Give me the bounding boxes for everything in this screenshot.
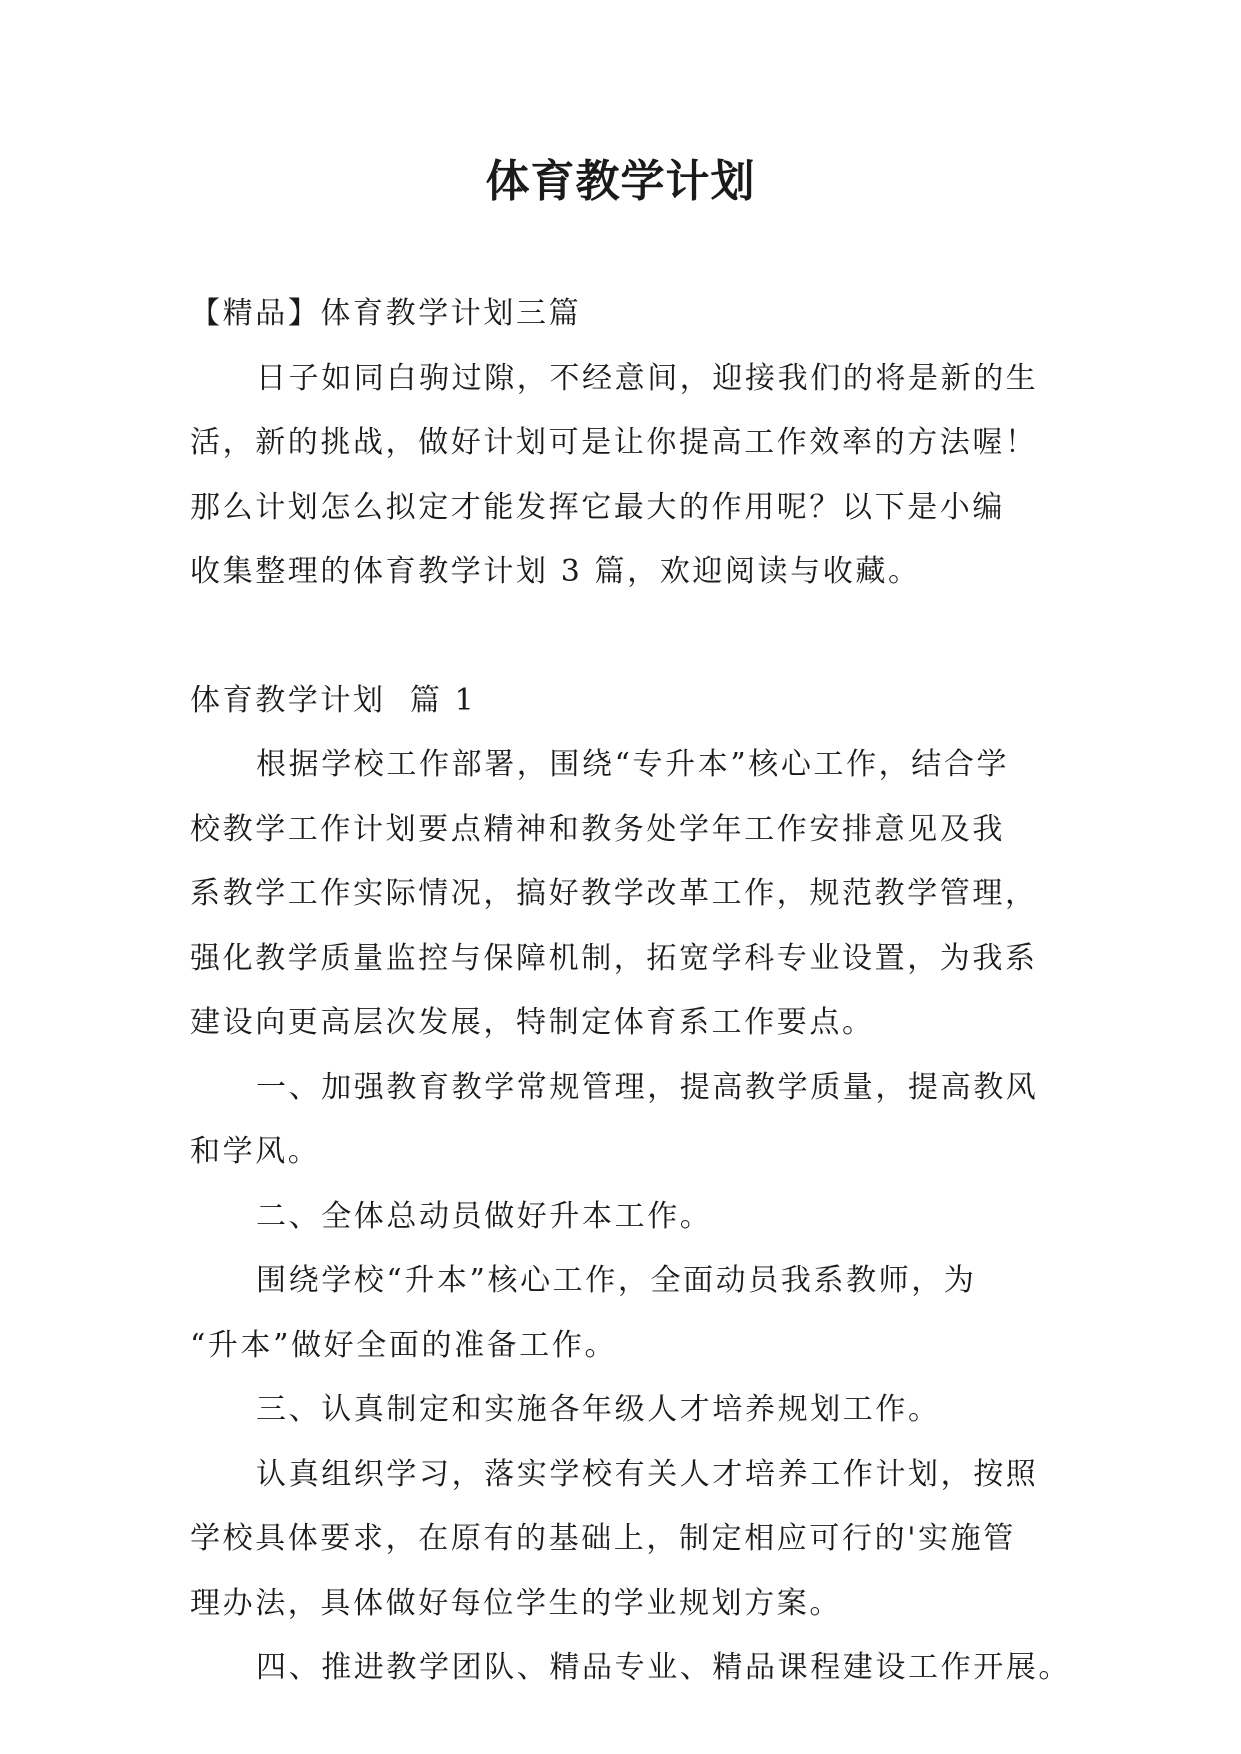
paragraph-line: 和学风。 <box>190 1134 321 1169</box>
paragraph-line: 围绕学校“升本”核心工作，全面动员我系教师，为 <box>256 1263 977 1298</box>
paragraph-line: 认真组织学习，落实学校有关人才培养工作计划，按照 <box>256 1456 1039 1492</box>
paragraph-line: 系教学工作实际情况，搞好教学改革工作，规范教学管理， <box>190 876 1038 911</box>
paragraph-line: 二、全体总动员做好升本工作。 <box>256 1198 713 1234</box>
paragraph-line: “升本”做好全面的准备工作。 <box>190 1327 618 1363</box>
paragraph-line: 校教学工作计划要点精神和教务处学年工作安排意见及我 <box>190 811 1005 847</box>
paragraph-line: 收集整理的体育教学计划 3 篇，欢迎阅读与收藏。 <box>190 554 921 589</box>
document-body <box>190 292 1071 1711</box>
paragraph-line: 活，新的挑战，做好计划可是让你提高工作效率的方法喔！ <box>190 425 1038 460</box>
paragraph-line: 一、加强教育教学常规管理，提高教学质量，提高教风 <box>256 1069 1039 1105</box>
paragraph-line: 强化教学质量监控与保障机制，拓宽学科专业设置，为我系 <box>190 940 1038 976</box>
section-heading: 体育教学计划 篇 1 <box>190 682 477 718</box>
subtitle: 【精品】体育教学计划三篇 <box>190 296 582 331</box>
section-spacer <box>190 615 1050 679</box>
paragraph-line: 那么计划怎么拟定才能发挥它最大的作用呢？以下是小编 <box>190 489 1005 525</box>
paragraph-line: 三、认真制定和实施各年级人才培养规划工作。 <box>256 1392 941 1427</box>
paragraph-line: 根据学校工作部署，围绕“专升本”核心工作，结合学 <box>256 747 1010 782</box>
paragraph-line: 建设向更高层次发展，特制定体育系工作要点。 <box>190 1005 875 1040</box>
paragraph-line: 理办法，具体做好每位学生的学业规划方案。 <box>190 1585 842 1621</box>
paragraph-line: 日子如同白驹过隙，不经意间，迎接我们的将是新的生 <box>256 360 1039 396</box>
document-title: 体育教学计划 <box>485 156 756 207</box>
paragraph-line: 学校具体要求，在原有的基础上，制定相应可行的'实施管 <box>190 1521 1016 1556</box>
paragraph-line: 四、推进教学团队、精品专业、精品课程建设工作开展。 <box>256 1650 1071 1685</box>
